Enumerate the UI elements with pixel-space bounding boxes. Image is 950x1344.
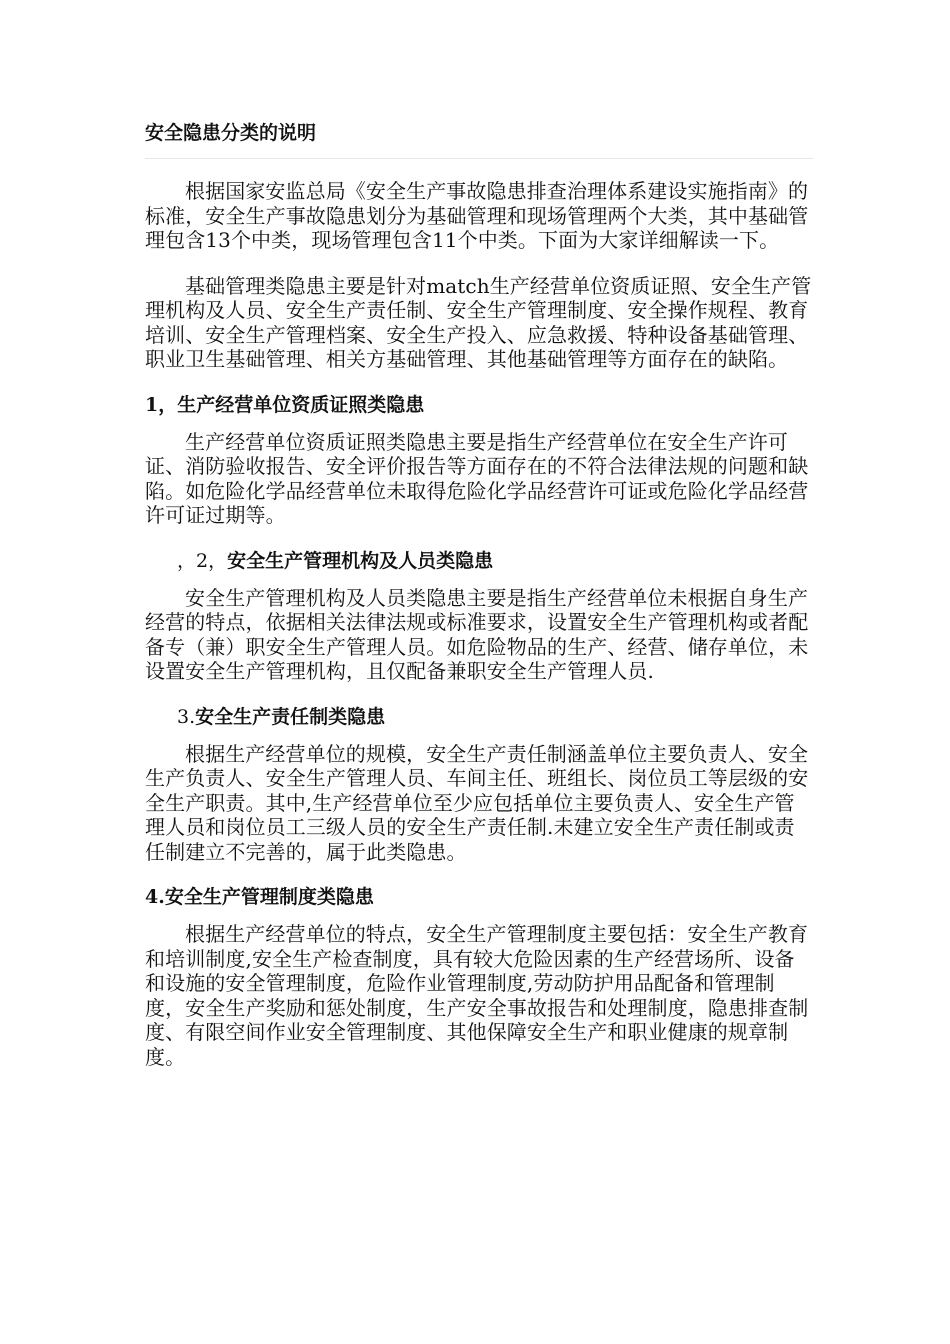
heading-1-text: 生产经营单位资质证照类隐患: [177, 393, 425, 416]
heading-4: [145, 884, 813, 910]
section-4-paragraph: 根据生产经营单位的特点，安全生产管理制度主要包括：安全生产教育和培训制度,安全生产检查制度，具有较大危险因素的生产经营场所、设备和设施的安全管理制度，危险作业管理制度,劳动防护用品配备和管理制度，安全生产奖励和惩处制度，生产安全事故报告和处理制度，隐患排查制度、有限空间作业安全管理制度、其他保障安全生产和职业健康的规章制度。: [145, 922, 809, 1069]
heading-4-text: 安全生产管理制度类隐患: [164, 886, 374, 908]
section-2-paragraph: 安全生产管理机构及人员类隐患主要是指生产经营单位未根据自身生产经营的特点，依据相关法律法规或标准要求，设置安全生产管理机构或者配备专（兼）职安全生产管理人员。如危险物品的生产、经营、储存单位，未设置安全生产管理机构，且仅配备兼职安全生产管理人员.: [145, 585, 809, 683]
document-title: 安全隐患分类的说明: [145, 118, 813, 159]
section-1-paragraph: 生产经营单位资质证照类隐患主要是指生产经营单位在安全生产许可证、消防验收报告、安全评价报告等方面存在的不符合法律法规的问题和缺陷。如危险化学品经营单位未取得危险化学品经营许可证或危险化学品经营许可证过期等。: [145, 429, 809, 527]
heading-4-number: 4.: [145, 886, 165, 908]
heading-2: [145, 548, 813, 574]
heading-3: [145, 704, 813, 730]
heading-1: [145, 392, 813, 418]
heading-2-number: ，2，: [177, 549, 228, 572]
heading-2-text: 安全生产管理机构及人员类隐患: [227, 549, 494, 572]
heading-3-number: 3.: [177, 705, 196, 728]
section-3-paragraph: 根据生产经营单位的规模，安全生产责任制涵盖单位主要负责人、安全生产负责人、安全生产管理人员、车间主任、班组长、岗位员工等层级的安全生产职责。其中,生产经营单位至少应包括单位主要负责人、安全生产管理人员和岗位员工三级人员的安全生产责任制.未建立安全生产责任制或责任制建立不完善的，属于此类隐患。: [145, 741, 809, 864]
heading-3-text: 安全生产责任制类隐患: [195, 705, 386, 728]
intro-paragraph: 根据国家安监总局《安全生产事故隐患排查治理体系建设实施指南》的标准，安全生产事故隐患划分为基础管理和现场管理两个大类，其中基础管理包含13个中类，现场管理包含11个中类。下面为大家详细解读一下。: [145, 179, 809, 252]
basic-management-paragraph: 基础管理类隐患主要是针对match生产经营单位资质证照、安全生产管理机构及人员、安全生产责任制、安全生产管理制度、安全操作规程、教育培训、安全生产管理档案、安全生产投入、应急救援、特种设备基础管理、职业卫生基础管理、相关方基础管理、其他基础管理等方面存在的缺陷。: [145, 273, 812, 371]
heading-1-number: 1，: [145, 393, 178, 416]
document-page: [145, 118, 813, 1069]
